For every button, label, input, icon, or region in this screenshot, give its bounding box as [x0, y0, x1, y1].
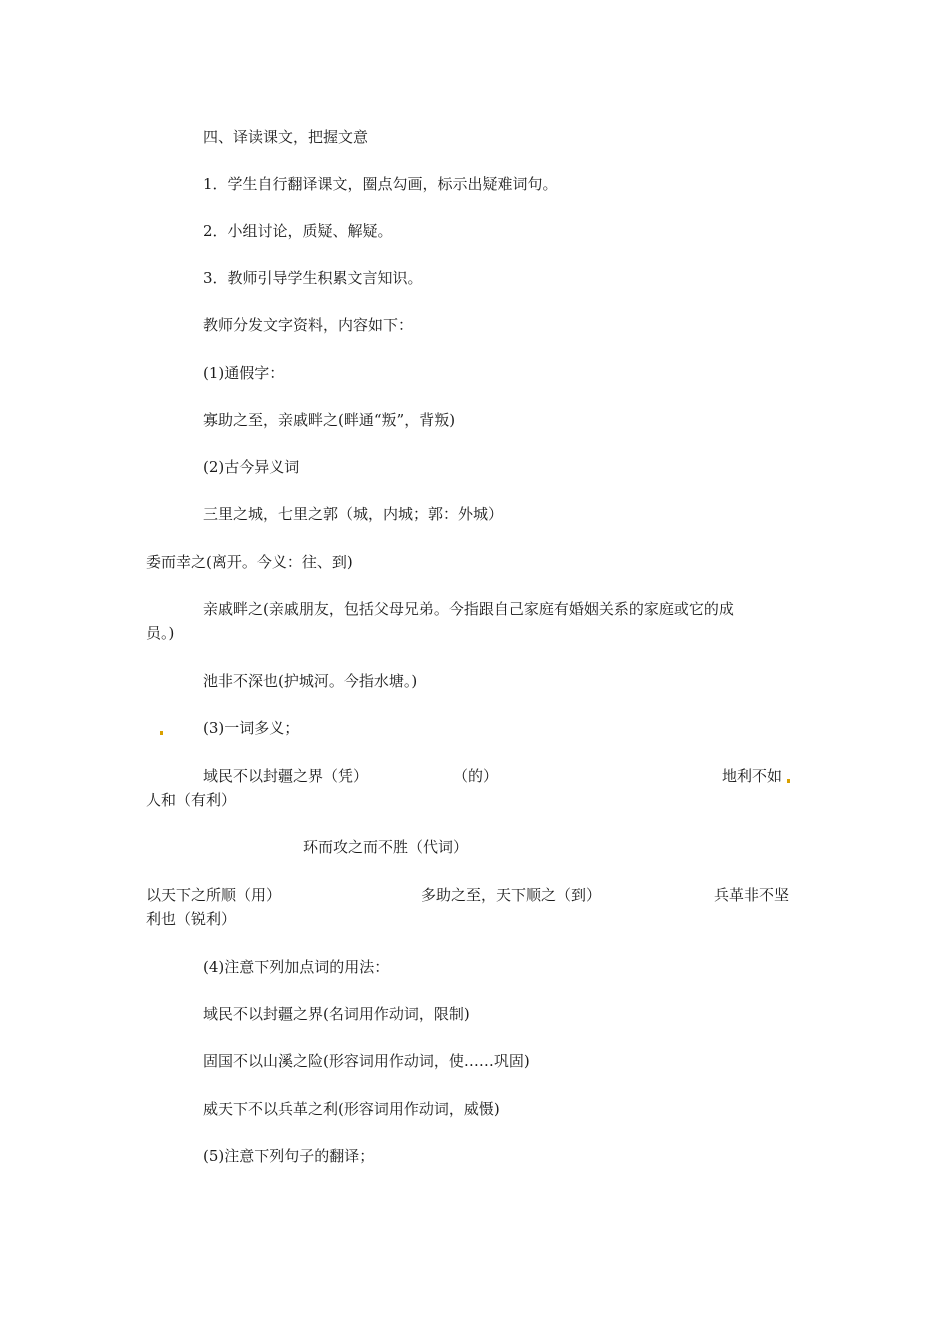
example-usage-3: 威天下不以兵革之利(形容词用作动词，威慑) [203, 1100, 500, 1118]
example-gujin-4: 池非不深也(护城河。今指水塘。) [203, 672, 418, 690]
example-usage-1: 域民不以封疆之界(名词用作动词，限制) [203, 1005, 470, 1023]
example-gujin-3-cont: 员。) [146, 624, 175, 642]
example-yici-li-2-cont: 利也（锐利） [146, 910, 237, 928]
margin-mark [787, 779, 790, 783]
example-yici-yi-2: 以天下之所顺（用） [146, 886, 282, 904]
example-yici-zhi-1: （的） [453, 767, 499, 785]
example-yici-zhi-3: 多助之至，天下顺之（到） [421, 886, 602, 904]
example-usage-2: 固国不以山溪之险(形容词用作动词，使……巩固) [203, 1052, 530, 1070]
subheading-yici: (3)一词多义； [203, 719, 300, 737]
example-yici-li-2: 兵革非不坚 [714, 886, 790, 904]
subheading-usage: (4)注意下列加点词的用法： [203, 958, 390, 976]
subheading-gujin: (2)古今异义词 [203, 458, 300, 476]
example-yici-li-1: 地利不如 [722, 767, 783, 785]
paragraph-step-3: 3．教师引导学生积累文言知识。 [203, 269, 423, 287]
example-gujin-3: 亲戚畔之(亲戚朋友，包括父母兄弟。今指跟自己家庭有婚姻关系的家庭或它的成 [203, 600, 734, 618]
subheading-tongjia: (1)通假字： [203, 364, 285, 382]
subheading-translation: (5)注意下列句子的翻译； [203, 1147, 375, 1165]
example-yici-yi-1: 域民不以封疆之界（凭） [203, 767, 369, 785]
paragraph-handout-intro: 教师分发文字资料，内容如下： [203, 316, 414, 334]
margin-mark [160, 731, 163, 735]
section-heading: 四、译读课文，把握文意 [203, 128, 369, 146]
example-yici-li-1-cont: 人和（有利） [146, 791, 237, 809]
paragraph-step-1: 1．学生自行翻译课文，圈点勾画，标示出疑难词句。 [203, 175, 558, 193]
example-gujin-1: 三里之城，七里之郭（城，内城；郭：外城） [203, 505, 504, 523]
paragraph-step-2: 2．小组讨论，质疑、解疑。 [203, 222, 393, 240]
example-tongjia: 寡助之至，亲戚畔之(畔通“叛”，背叛) [203, 411, 456, 429]
example-yici-zhi-2: 环而攻之而不胜（代词） [303, 838, 469, 856]
example-gujin-2: 委而幸之(离开。今义：往、到) [146, 553, 353, 571]
